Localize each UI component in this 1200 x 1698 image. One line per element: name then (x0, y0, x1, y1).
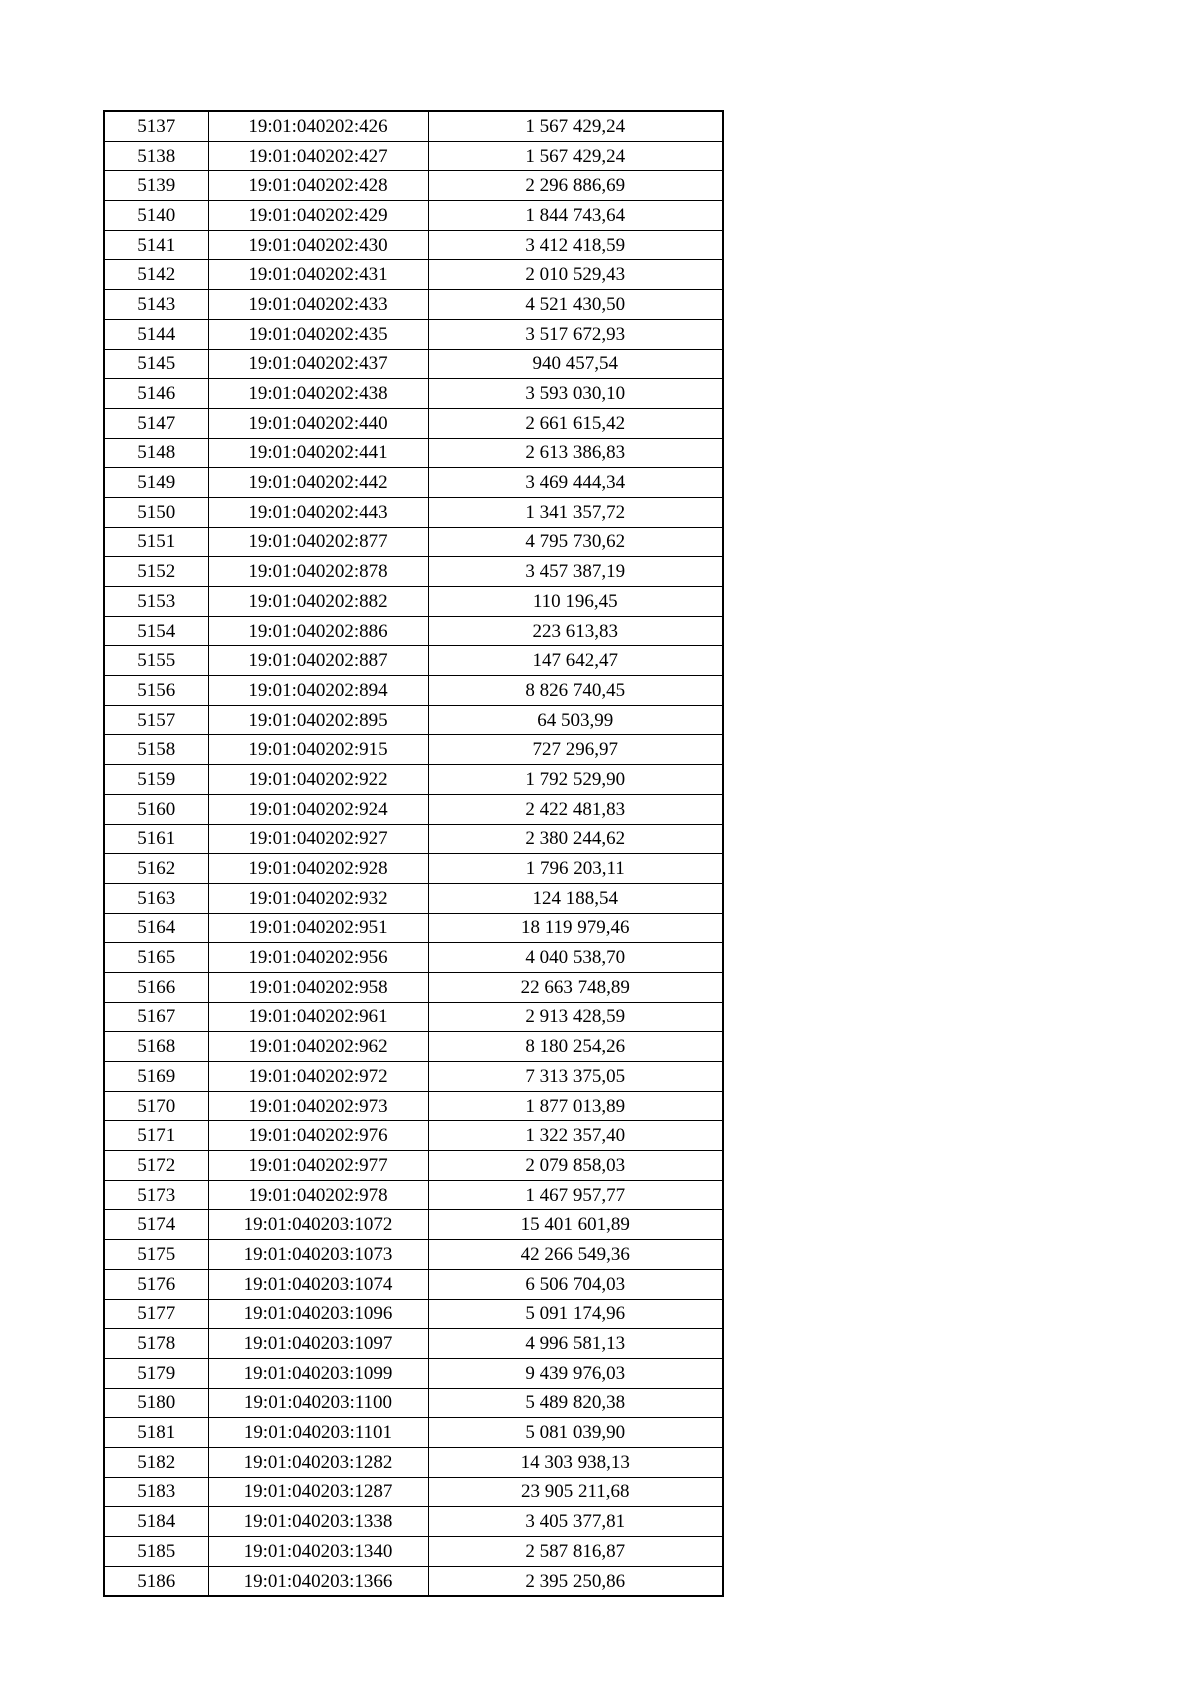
table-row (104, 943, 723, 973)
cadastral-number-cell: 19:01:040203:1097 (208, 1329, 428, 1359)
table-row (104, 1507, 723, 1537)
row-number-cell: 5157 (104, 705, 208, 735)
row-number-cell: 5153 (104, 587, 208, 617)
cadastral-value-cell: 1 567 429,24 (428, 111, 723, 141)
row-number-cell: 5139 (104, 171, 208, 201)
row-number-cell: 5159 (104, 765, 208, 795)
row-number-cell: 5137 (104, 111, 208, 141)
cadastral-value-table (103, 110, 724, 1597)
cadastral-number-cell: 19:01:040203:1101 (208, 1418, 428, 1448)
cadastral-number-cell: 19:01:040202:877 (208, 527, 428, 557)
cadastral-number-cell: 19:01:040202:427 (208, 141, 428, 171)
cadastral-value-cell: 3 457 387,19 (428, 557, 723, 587)
row-number-cell: 5180 (104, 1388, 208, 1418)
table-row (104, 1418, 723, 1448)
cadastral-value-cell: 14 303 938,13 (428, 1447, 723, 1477)
cadastral-value-cell: 2 380 244,62 (428, 824, 723, 854)
cadastral-number-cell: 19:01:040202:443 (208, 497, 428, 527)
cadastral-number-cell: 19:01:040202:429 (208, 201, 428, 231)
table-row (104, 1091, 723, 1121)
table-row (104, 587, 723, 617)
row-number-cell: 5161 (104, 824, 208, 854)
cadastral-value-cell: 9 439 976,03 (428, 1358, 723, 1388)
table-row (104, 260, 723, 290)
table-row (104, 765, 723, 795)
table-row (104, 735, 723, 765)
cadastral-value-cell: 2 296 886,69 (428, 171, 723, 201)
table-row (104, 1329, 723, 1359)
table-row (104, 468, 723, 498)
cadastral-value-cell: 6 506 704,03 (428, 1269, 723, 1299)
cadastral-number-cell: 19:01:040202:951 (208, 913, 428, 943)
table-row (104, 111, 723, 141)
cadastral-value-cell: 1 567 429,24 (428, 141, 723, 171)
cadastral-number-cell: 19:01:040202:442 (208, 468, 428, 498)
cadastral-number-cell: 19:01:040202:428 (208, 171, 428, 201)
cadastral-number-cell: 19:01:040202:924 (208, 794, 428, 824)
table-row (104, 794, 723, 824)
cadastral-value-cell: 1 467 957,77 (428, 1180, 723, 1210)
cadastral-number-cell: 19:01:040203:1072 (208, 1210, 428, 1240)
cadastral-number-cell: 19:01:040202:882 (208, 587, 428, 617)
cadastral-number-cell: 19:01:040203:1366 (208, 1566, 428, 1596)
cadastral-number-cell: 19:01:040202:431 (208, 260, 428, 290)
row-number-cell: 5164 (104, 913, 208, 943)
row-number-cell: 5145 (104, 349, 208, 379)
cadastral-number-cell: 19:01:040202:426 (208, 111, 428, 141)
cadastral-number-cell: 19:01:040202:973 (208, 1091, 428, 1121)
row-number-cell: 5173 (104, 1180, 208, 1210)
cadastral-value-cell: 3 593 030,10 (428, 379, 723, 409)
cadastral-value-cell: 4 040 538,70 (428, 943, 723, 973)
cadastral-value-cell: 42 266 549,36 (428, 1240, 723, 1270)
table-row (104, 497, 723, 527)
row-number-cell: 5166 (104, 972, 208, 1002)
cadastral-number-cell: 19:01:040203:1074 (208, 1269, 428, 1299)
cadastral-value-cell: 2 913 428,59 (428, 1002, 723, 1032)
row-number-cell: 5152 (104, 557, 208, 587)
cadastral-value-cell: 15 401 601,89 (428, 1210, 723, 1240)
cadastral-number-cell: 19:01:040202:437 (208, 349, 428, 379)
row-number-cell: 5179 (104, 1358, 208, 1388)
row-number-cell: 5155 (104, 646, 208, 676)
table-row (104, 883, 723, 913)
cadastral-value-cell: 2 079 858,03 (428, 1151, 723, 1181)
cadastral-number-cell: 19:01:040202:977 (208, 1151, 428, 1181)
cadastral-value-cell: 147 642,47 (428, 646, 723, 676)
row-number-cell: 5143 (104, 290, 208, 320)
cadastral-number-cell: 19:01:040202:961 (208, 1002, 428, 1032)
cadastral-value-cell: 3 412 418,59 (428, 230, 723, 260)
cadastral-value-cell: 5 091 174,96 (428, 1299, 723, 1329)
table-row (104, 1210, 723, 1240)
cadastral-value-cell: 1 796 203,11 (428, 854, 723, 884)
table-row (104, 1032, 723, 1062)
cadastral-value-cell: 110 196,45 (428, 587, 723, 617)
cadastral-number-cell: 19:01:040203:1096 (208, 1299, 428, 1329)
cadastral-value-cell: 1 322 357,40 (428, 1121, 723, 1151)
cadastral-number-cell: 19:01:040202:956 (208, 943, 428, 973)
row-number-cell: 5156 (104, 676, 208, 706)
cadastral-value-cell: 727 296,97 (428, 735, 723, 765)
row-number-cell: 5165 (104, 943, 208, 973)
table-row (104, 1269, 723, 1299)
table-row (104, 824, 723, 854)
cadastral-value-cell: 4 996 581,13 (428, 1329, 723, 1359)
table-row (104, 527, 723, 557)
row-number-cell: 5141 (104, 230, 208, 260)
table-row (104, 676, 723, 706)
table-row (104, 913, 723, 943)
table-row (104, 1299, 723, 1329)
row-number-cell: 5169 (104, 1062, 208, 1092)
row-number-cell: 5150 (104, 497, 208, 527)
cadastral-number-cell: 19:01:040202:438 (208, 379, 428, 409)
row-number-cell: 5144 (104, 319, 208, 349)
row-number-cell: 5140 (104, 201, 208, 231)
cadastral-value-cell: 2 661 615,42 (428, 408, 723, 438)
table-row (104, 972, 723, 1002)
cadastral-value-cell: 940 457,54 (428, 349, 723, 379)
row-number-cell: 5171 (104, 1121, 208, 1151)
table-row (104, 171, 723, 201)
table-row (104, 379, 723, 409)
row-number-cell: 5162 (104, 854, 208, 884)
cadastral-number-cell: 19:01:040202:962 (208, 1032, 428, 1062)
cadastral-value-cell: 1 844 743,64 (428, 201, 723, 231)
cadastral-number-cell: 19:01:040202:878 (208, 557, 428, 587)
row-number-cell: 5181 (104, 1418, 208, 1448)
cadastral-number-cell: 19:01:040202:886 (208, 616, 428, 646)
table-row (104, 319, 723, 349)
cadastral-number-cell: 19:01:040203:1073 (208, 1240, 428, 1270)
row-number-cell: 5154 (104, 616, 208, 646)
table-row (104, 290, 723, 320)
table-row (104, 1358, 723, 1388)
table-body (104, 111, 723, 1596)
table-row (104, 1151, 723, 1181)
cadastral-number-cell: 19:01:040202:440 (208, 408, 428, 438)
cadastral-number-cell: 19:01:040202:915 (208, 735, 428, 765)
row-number-cell: 5142 (104, 260, 208, 290)
table-row (104, 141, 723, 171)
cadastral-number-cell: 19:01:040202:887 (208, 646, 428, 676)
row-number-cell: 5175 (104, 1240, 208, 1270)
cadastral-number-cell: 19:01:040202:932 (208, 883, 428, 913)
table-row (104, 1447, 723, 1477)
row-number-cell: 5151 (104, 527, 208, 557)
cadastral-value-cell: 3 517 672,93 (428, 319, 723, 349)
row-number-cell: 5149 (104, 468, 208, 498)
cadastral-value-cell: 2 010 529,43 (428, 260, 723, 290)
cadastral-number-cell: 19:01:040202:441 (208, 438, 428, 468)
cadastral-number-cell: 19:01:040202:958 (208, 972, 428, 1002)
cadastral-value-cell: 7 313 375,05 (428, 1062, 723, 1092)
cadastral-value-cell: 3 405 377,81 (428, 1507, 723, 1537)
cadastral-number-cell: 19:01:040202:972 (208, 1062, 428, 1092)
table-row (104, 1240, 723, 1270)
cadastral-number-cell: 19:01:040202:894 (208, 676, 428, 706)
cadastral-number-cell: 19:01:040202:895 (208, 705, 428, 735)
table-row (104, 854, 723, 884)
cadastral-number-cell: 19:01:040202:927 (208, 824, 428, 854)
table-row (104, 557, 723, 587)
table-row (104, 616, 723, 646)
cadastral-number-cell: 19:01:040202:435 (208, 319, 428, 349)
cadastral-number-cell: 19:01:040203:1282 (208, 1447, 428, 1477)
cadastral-value-cell: 5 489 820,38 (428, 1388, 723, 1418)
row-number-cell: 5148 (104, 438, 208, 468)
table-row (104, 1180, 723, 1210)
table-row (104, 408, 723, 438)
cadastral-value-cell: 2 395 250,86 (428, 1566, 723, 1596)
row-number-cell: 5168 (104, 1032, 208, 1062)
cadastral-number-cell: 19:01:040202:433 (208, 290, 428, 320)
row-number-cell: 5184 (104, 1507, 208, 1537)
row-number-cell: 5183 (104, 1477, 208, 1507)
cadastral-number-cell: 19:01:040202:922 (208, 765, 428, 795)
cadastral-value-cell: 22 663 748,89 (428, 972, 723, 1002)
cadastral-value-cell: 1 792 529,90 (428, 765, 723, 795)
cadastral-number-cell: 19:01:040202:978 (208, 1180, 428, 1210)
cadastral-value-cell: 223 613,83 (428, 616, 723, 646)
cadastral-number-cell: 19:01:040202:976 (208, 1121, 428, 1151)
cadastral-number-cell: 19:01:040203:1099 (208, 1358, 428, 1388)
row-number-cell: 5167 (104, 1002, 208, 1032)
table-row (104, 705, 723, 735)
table-row (104, 1566, 723, 1596)
cadastral-value-cell: 18 119 979,46 (428, 913, 723, 943)
row-number-cell: 5170 (104, 1091, 208, 1121)
row-number-cell: 5158 (104, 735, 208, 765)
table-row (104, 1121, 723, 1151)
table-row (104, 1477, 723, 1507)
row-number-cell: 5172 (104, 1151, 208, 1181)
cadastral-value-cell: 2 613 386,83 (428, 438, 723, 468)
cadastral-value-cell: 64 503,99 (428, 705, 723, 735)
cadastral-number-cell: 19:01:040203:1338 (208, 1507, 428, 1537)
cadastral-value-cell: 4 795 730,62 (428, 527, 723, 557)
table-row (104, 1537, 723, 1567)
table-row (104, 1002, 723, 1032)
row-number-cell: 5138 (104, 141, 208, 171)
cadastral-number-cell: 19:01:040202:430 (208, 230, 428, 260)
row-number-cell: 5176 (104, 1269, 208, 1299)
table-row (104, 201, 723, 231)
row-number-cell: 5182 (104, 1447, 208, 1477)
cadastral-value-cell: 8 826 740,45 (428, 676, 723, 706)
cadastral-value-cell: 1 877 013,89 (428, 1091, 723, 1121)
table-row (104, 646, 723, 676)
row-number-cell: 5147 (104, 408, 208, 438)
row-number-cell: 5186 (104, 1566, 208, 1596)
cadastral-value-cell: 3 469 444,34 (428, 468, 723, 498)
cadastral-number-cell: 19:01:040203:1287 (208, 1477, 428, 1507)
row-number-cell: 5178 (104, 1329, 208, 1359)
cadastral-value-cell: 124 188,54 (428, 883, 723, 913)
table-row (104, 1388, 723, 1418)
cadastral-value-cell: 8 180 254,26 (428, 1032, 723, 1062)
cadastral-value-cell: 5 081 039,90 (428, 1418, 723, 1448)
table-row (104, 349, 723, 379)
row-number-cell: 5146 (104, 379, 208, 409)
row-number-cell: 5185 (104, 1537, 208, 1567)
table-row (104, 1062, 723, 1092)
cadastral-number-cell: 19:01:040202:928 (208, 854, 428, 884)
cadastral-number-cell: 19:01:040203:1340 (208, 1537, 428, 1567)
cadastral-value-cell: 23 905 211,68 (428, 1477, 723, 1507)
cadastral-value-cell: 1 341 357,72 (428, 497, 723, 527)
cadastral-value-cell: 4 521 430,50 (428, 290, 723, 320)
cadastral-value-cell: 2 587 816,87 (428, 1537, 723, 1567)
cadastral-value-cell: 2 422 481,83 (428, 794, 723, 824)
row-number-cell: 5177 (104, 1299, 208, 1329)
row-number-cell: 5160 (104, 794, 208, 824)
row-number-cell: 5163 (104, 883, 208, 913)
cadastral-number-cell: 19:01:040203:1100 (208, 1388, 428, 1418)
table-row (104, 438, 723, 468)
table-row (104, 230, 723, 260)
row-number-cell: 5174 (104, 1210, 208, 1240)
